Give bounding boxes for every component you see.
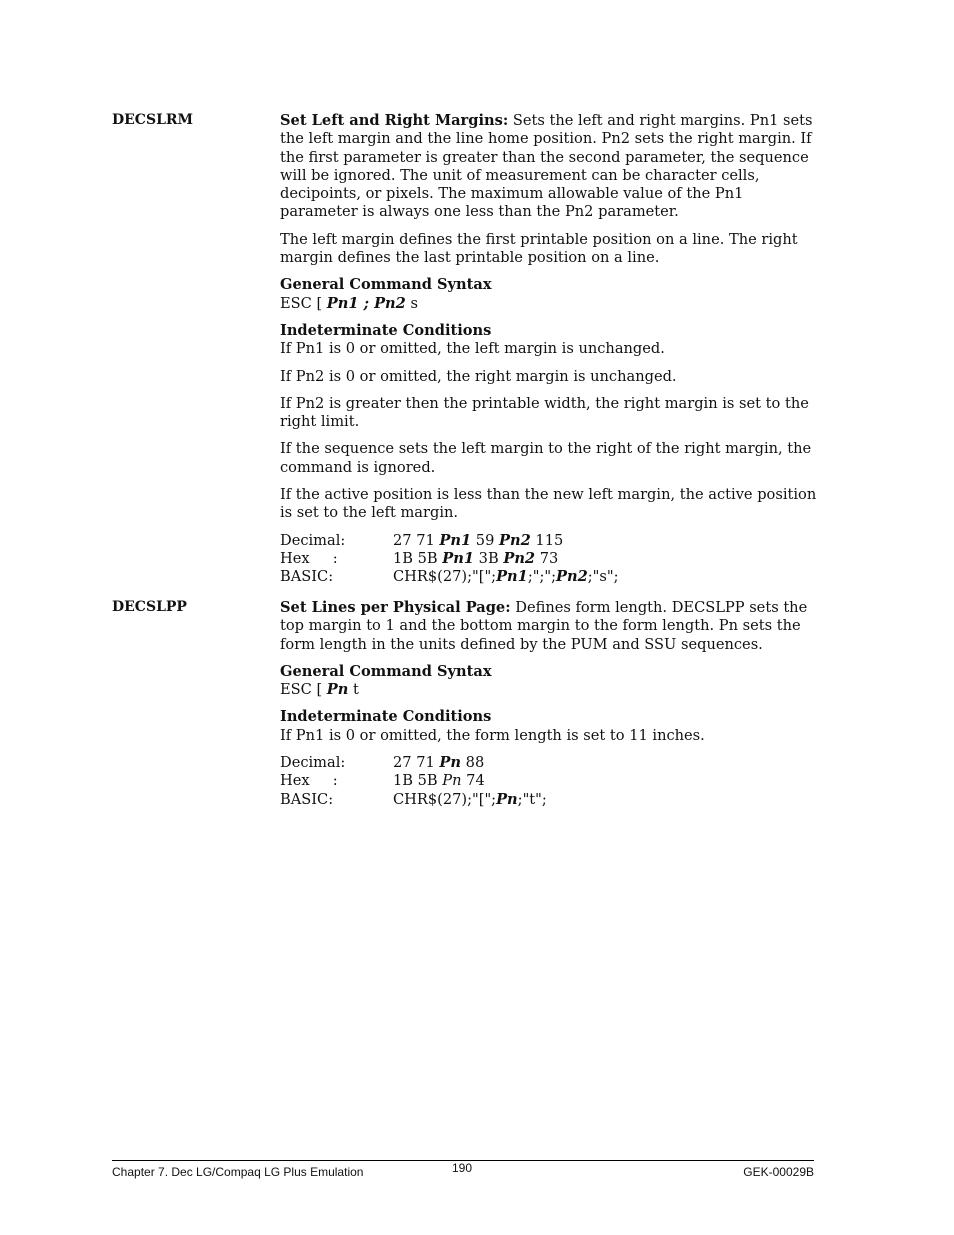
syntax-heading: General Command Syntax — [280, 662, 492, 680]
code-value: 1B 5B Pn1 3B Pn2 73 — [393, 549, 559, 567]
syntax-heading: General Command Syntax — [280, 276, 492, 294]
indeterminate-item: If the sequence sets the left margin to the right of the right margin, the command is ignored. — [280, 440, 812, 476]
syntax-prefix: ESC [ — [280, 681, 327, 699]
indeterminate-block — [280, 322, 820, 523]
footer-chapter: Chapter 7. Dec LG/Compaq LG Plus Emulation — [112, 1165, 364, 1179]
code-label: Decimal: — [280, 754, 346, 772]
code-label: Decimal: — [280, 531, 346, 549]
decimal-row — [280, 754, 820, 772]
page-footer — [112, 1160, 814, 1179]
footer-doc-id: GEK-00029B — [743, 1165, 814, 1179]
entry-body — [280, 599, 820, 809]
syntax-param: Pn1 ; Pn2 — [326, 294, 406, 312]
indeterminate-item: If Pn1 is 0 or omitted, the form length is set to 11 inches. — [280, 726, 705, 744]
code-table — [280, 754, 820, 809]
intro-text: Defines form length. DECSLPP sets the top margin to 1 and the bottom margin to the form length. Pn sets the form length in the units defined by the PUM and SSU sequences. — [280, 599, 808, 653]
basic-row — [280, 568, 820, 586]
syntax-block — [280, 276, 820, 313]
syntax-suffix: t — [348, 681, 359, 699]
basic-row — [280, 791, 820, 809]
intro-text: Sets the left and right margins. Pn1 sets the left margin and the line home position. Pn2 sets the right margin. If the first parameter is greater than the second parameter, the sequence will be ignored. The unit of measurement can be character cells, decipoints, or pixels. The maximum allowable value of the Pn1 parameter is always one less than the Pn2 parameter. — [280, 112, 813, 221]
indeterminate-item: If Pn1 is 0 or omitted, the left margin is unchanged. — [280, 340, 665, 358]
command-name: DECSLPP — [112, 599, 187, 615]
code-label: BASIC: — [280, 790, 334, 808]
indeterminate-block — [280, 708, 820, 745]
syntax-prefix: ESC [ — [280, 294, 327, 312]
command-name: DECSLRM — [112, 112, 194, 128]
indeterminate-heading: Indeterminate Conditions — [280, 321, 492, 339]
intro-paragraph — [280, 112, 820, 222]
hex-row — [280, 550, 820, 568]
entry-body — [280, 112, 820, 587]
code-label: BASIC: — [280, 568, 334, 586]
indeterminate-item: If Pn2 is greater then the printable width, the right margin is set to the right limit. — [280, 394, 809, 431]
syntax-suffix: s — [405, 294, 418, 312]
intro-title: Set Left and Right Margins: — [280, 112, 509, 129]
syntax-param: Pn — [326, 681, 349, 699]
intro-paragraph — [280, 599, 820, 654]
syntax-block — [280, 663, 820, 700]
code-value: 27 71 Pn 88 — [393, 754, 485, 772]
indeterminate-item: If the active position is less than the new left margin, the active position is set to the left margin. — [280, 486, 817, 522]
code-label: Hex : — [280, 772, 338, 790]
paragraph: The left margin defines the first printable position on a line. The right margin defines the last printable position on a line. — [280, 230, 798, 267]
intro-title: Set Lines per Physical Page: — [280, 599, 511, 616]
code-value: 27 71 Pn1 59 Pn2 115 — [393, 531, 564, 549]
code-value: 1B 5B Pn 74 — [393, 772, 485, 790]
decimal-row — [280, 532, 820, 550]
indeterminate-heading: Indeterminate Conditions — [280, 708, 492, 726]
code-label: Hex : — [280, 549, 338, 567]
indeterminate-item: If Pn2 is 0 or omitted, the right margin is unchanged. — [280, 367, 677, 385]
code-value: CHR$(27);"[";Pn1;";";Pn2;"s"; — [393, 568, 619, 586]
footer-page-number: 190 — [452, 1161, 473, 1175]
code-table — [280, 532, 820, 587]
code-value: CHR$(27);"[";Pn;"t"; — [393, 790, 547, 808]
hex-row — [280, 772, 820, 790]
